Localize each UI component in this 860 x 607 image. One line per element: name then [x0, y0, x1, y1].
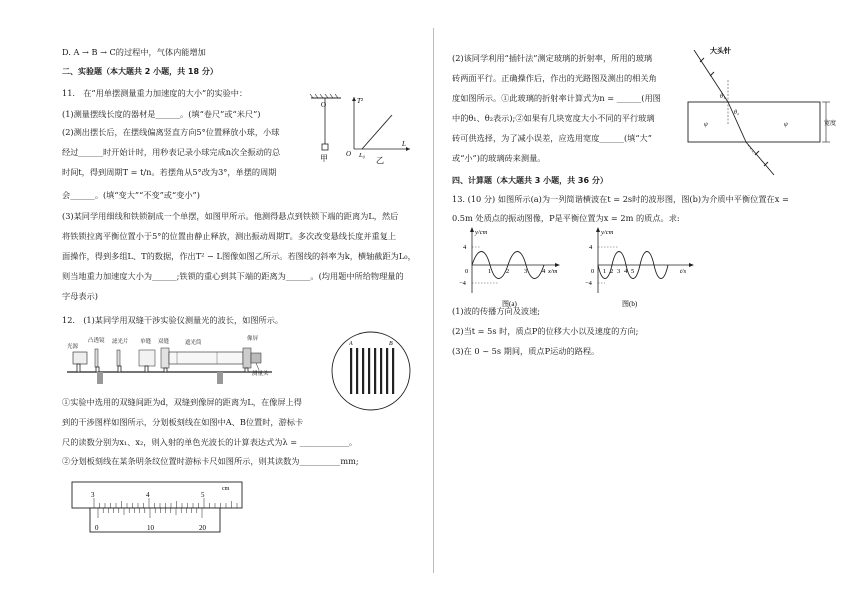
section4-title: 四、计算题（本大题共 3 小题，共 36 分）: [452, 176, 608, 185]
option-d: D. A → B → C的过程中，气体内能增加: [62, 47, 206, 57]
q11-part2-line1: (2)测出摆长后，在摆线偏离竖直方向5°位置释放小球，小球: [62, 127, 280, 137]
q13-sub3: (3)在 0 ~ 5s 期间，质点P运动的路程。: [452, 346, 600, 356]
q11-part3-line5: 字母表示): [62, 291, 98, 301]
pin-label: 大头针: [710, 47, 731, 55]
q12-2-line1: (2)该同学利用“插针法”测定玻璃的折射率，所用的玻璃: [452, 53, 653, 63]
glass-refraction-diagram: [684, 40, 842, 180]
column-divider: [433, 28, 434, 573]
q12-2-line2: 砖两面平行。正确操作后，作出的光路图及测出的相关角: [452, 73, 657, 83]
vibration-graph-b: [580, 225, 698, 309]
vernier-label-20: 20: [199, 524, 206, 532]
pendulum-o-label: O: [321, 101, 327, 109]
graph-a-tick-4: 4: [542, 268, 546, 275]
svg-text:ψ: ψ: [784, 122, 788, 128]
width-label: 宽度: [824, 121, 837, 127]
main-label-5: 5: [201, 491, 205, 499]
q13-sub2: (2)当t = 5s 时，质点P的位移大小以及速度的方向;: [452, 326, 639, 336]
theta1-label: θ₁: [720, 94, 726, 100]
axis-l-label: L: [402, 140, 406, 148]
q11-part2-line2: 经过______时开始计时，用秒表记录小球完成n次全振动的总: [62, 147, 281, 157]
label-filter: 滤光片: [112, 339, 129, 345]
t2-l-graph: [344, 93, 414, 165]
theta2-label: θ₂: [734, 110, 740, 116]
fringe-a-label: A: [349, 341, 353, 347]
graph-b-ybot: −4: [585, 280, 592, 287]
graph-a-tick-3: 3: [524, 268, 528, 275]
graph-a-tick-2: 2: [506, 268, 510, 275]
q11-part3-line3: 面操作，得到多组L、T的数据，作出T² − L图像如图乙所示。若图线的斜率为k，横轴截距为L₀，: [62, 251, 416, 261]
section2-title: 二、实验题（本大题共 2 小题，共 18 分）: [62, 67, 218, 76]
graph-a-caption: 图(a): [502, 300, 517, 308]
axis-t2-label: T²: [357, 97, 363, 105]
q11-part1: (1)测量摆线长度的器材是______。(填“卷尺”或“米尺”): [62, 109, 261, 119]
graph-b-tick-4: 4: [624, 268, 628, 275]
q12-2-line3: 度如图所示。①此玻璃的折射率计算式为n = ______(用图: [452, 93, 661, 103]
fig-jia-caption: 甲: [320, 154, 328, 163]
label-screen: 像屏: [247, 336, 259, 342]
q11-part2-line4: 会______。(填“变大”“不变”或“变小”): [62, 190, 200, 200]
q11-part3-line2: 将铁锁拉离平衡位置小于5°的位置由静止释放，测出振动周期T。多次改变悬线长度并重复上: [62, 231, 397, 241]
q11-part3-line4: 则当地重力加速度大小为______;铁锁的重心到其下端的距离为______。(均用题中所给物理量的: [62, 271, 404, 281]
q12-2-line4: 中的θ₁、θ₂表示);②如果有几块宽度大小不同的平行玻璃: [452, 113, 655, 123]
fig-yi-caption: 乙: [376, 156, 384, 165]
graph-a-tick-1: 1: [488, 268, 492, 275]
origin-label: O: [346, 150, 352, 158]
q12-part1-line3: 尺的读数分别为x₁、x₂，则入射的单色光波长的计算表达式为λ = ____________。: [62, 437, 358, 447]
q12-2-line6: 或“小”)的玻璃砖来测量。: [452, 153, 546, 163]
svg-text:ψ: ψ: [704, 122, 708, 128]
label-light-tube: 遮光筒: [185, 340, 202, 346]
q13-line1: 13. (10 分) 如图所示(a)为一列简谐横波在t = 2s时的波形图，图(b)为介质中平衡位置在x =: [452, 194, 789, 204]
main-label-4: 4: [146, 491, 150, 499]
q12-part2: ②分划板刻线在某条明条纹位置时游标卡尺如图所示，则其读数为__________mm;: [62, 456, 359, 466]
q12-part1-line2: 到的干涉图样如图所示，分划板刻线在如图中A、B位置时，游标卡: [62, 417, 304, 427]
graph-b-xlabel: t/s: [680, 268, 687, 275]
interference-fringe-figure: [330, 330, 412, 412]
graph-b-caption: 图(b): [622, 300, 638, 308]
vernier-caliper: [70, 476, 246, 540]
graph-a-xlabel: x/m: [548, 268, 558, 275]
double-slit-apparatus: [67, 328, 317, 390]
graph-a-origin: 0: [465, 268, 469, 275]
label-double-slit: 双缝: [158, 339, 170, 345]
graph-b-ytop: 4: [589, 244, 593, 251]
graph-a-ylabel: y/cm: [475, 229, 488, 236]
graph-a-ybot: −4: [459, 280, 466, 287]
caliper-unit: cm: [222, 486, 230, 492]
graph-b-ylabel: y/cm: [601, 229, 614, 236]
main-label-3: 3: [91, 491, 95, 499]
graph-b-tick-1: 1: [603, 268, 607, 275]
q13-sub1: (1)波的传播方向及波速;: [452, 306, 541, 316]
label-light-source: 光源: [67, 344, 79, 350]
label-single-slit: 单缝: [140, 339, 152, 345]
q11-part3-line1: (3)某同学用细线和铁锁制成一个单摆，如图甲所示。他测得悬点到铁锁下端的距离为L，然后: [62, 211, 399, 221]
graph-b-origin: 0: [591, 268, 595, 275]
graph-b-tick-3: 3: [617, 268, 621, 275]
q12-stem: 12. (1)某同学用双缝干涉实验仪测量光的波长，如图所示。: [62, 315, 284, 325]
graph-b-tick-2: 2: [610, 268, 614, 275]
q12-2-line5: 砖可供选择，为了减小误差，应选用宽度______(填“大”: [452, 133, 652, 143]
graph-a-ytop: 4: [463, 244, 467, 251]
q13-line2: 0.5m 处质点的振动图像，P是平衡位置为x = 2m 的质点。求:: [452, 213, 680, 223]
graph-b-tick-5: 5: [631, 268, 635, 275]
pendulum-figure: [307, 92, 347, 164]
axis-l0-label: L₀: [359, 152, 365, 159]
vernier-label-0: 0: [95, 524, 99, 532]
fringe-b-label: B: [389, 341, 393, 347]
wave-graph-a: [454, 225, 564, 309]
q12-part1-line1: ①实验中选用的双缝间距为d，双缝到像屏的距离为L，在像屏上得: [62, 397, 302, 407]
label-eyepiece: 测量头: [252, 371, 269, 377]
q11-part2-line3: 时间t，得到周期T = t/n。若摆角从5°改为3°，单摆的周期: [62, 167, 277, 177]
vernier-label-10: 10: [147, 524, 154, 532]
q11-stem: 11. 在“用单摆测量重力加速度的大小”的实验中：: [62, 88, 248, 98]
label-convex-lens: 凸透镜: [88, 338, 105, 344]
